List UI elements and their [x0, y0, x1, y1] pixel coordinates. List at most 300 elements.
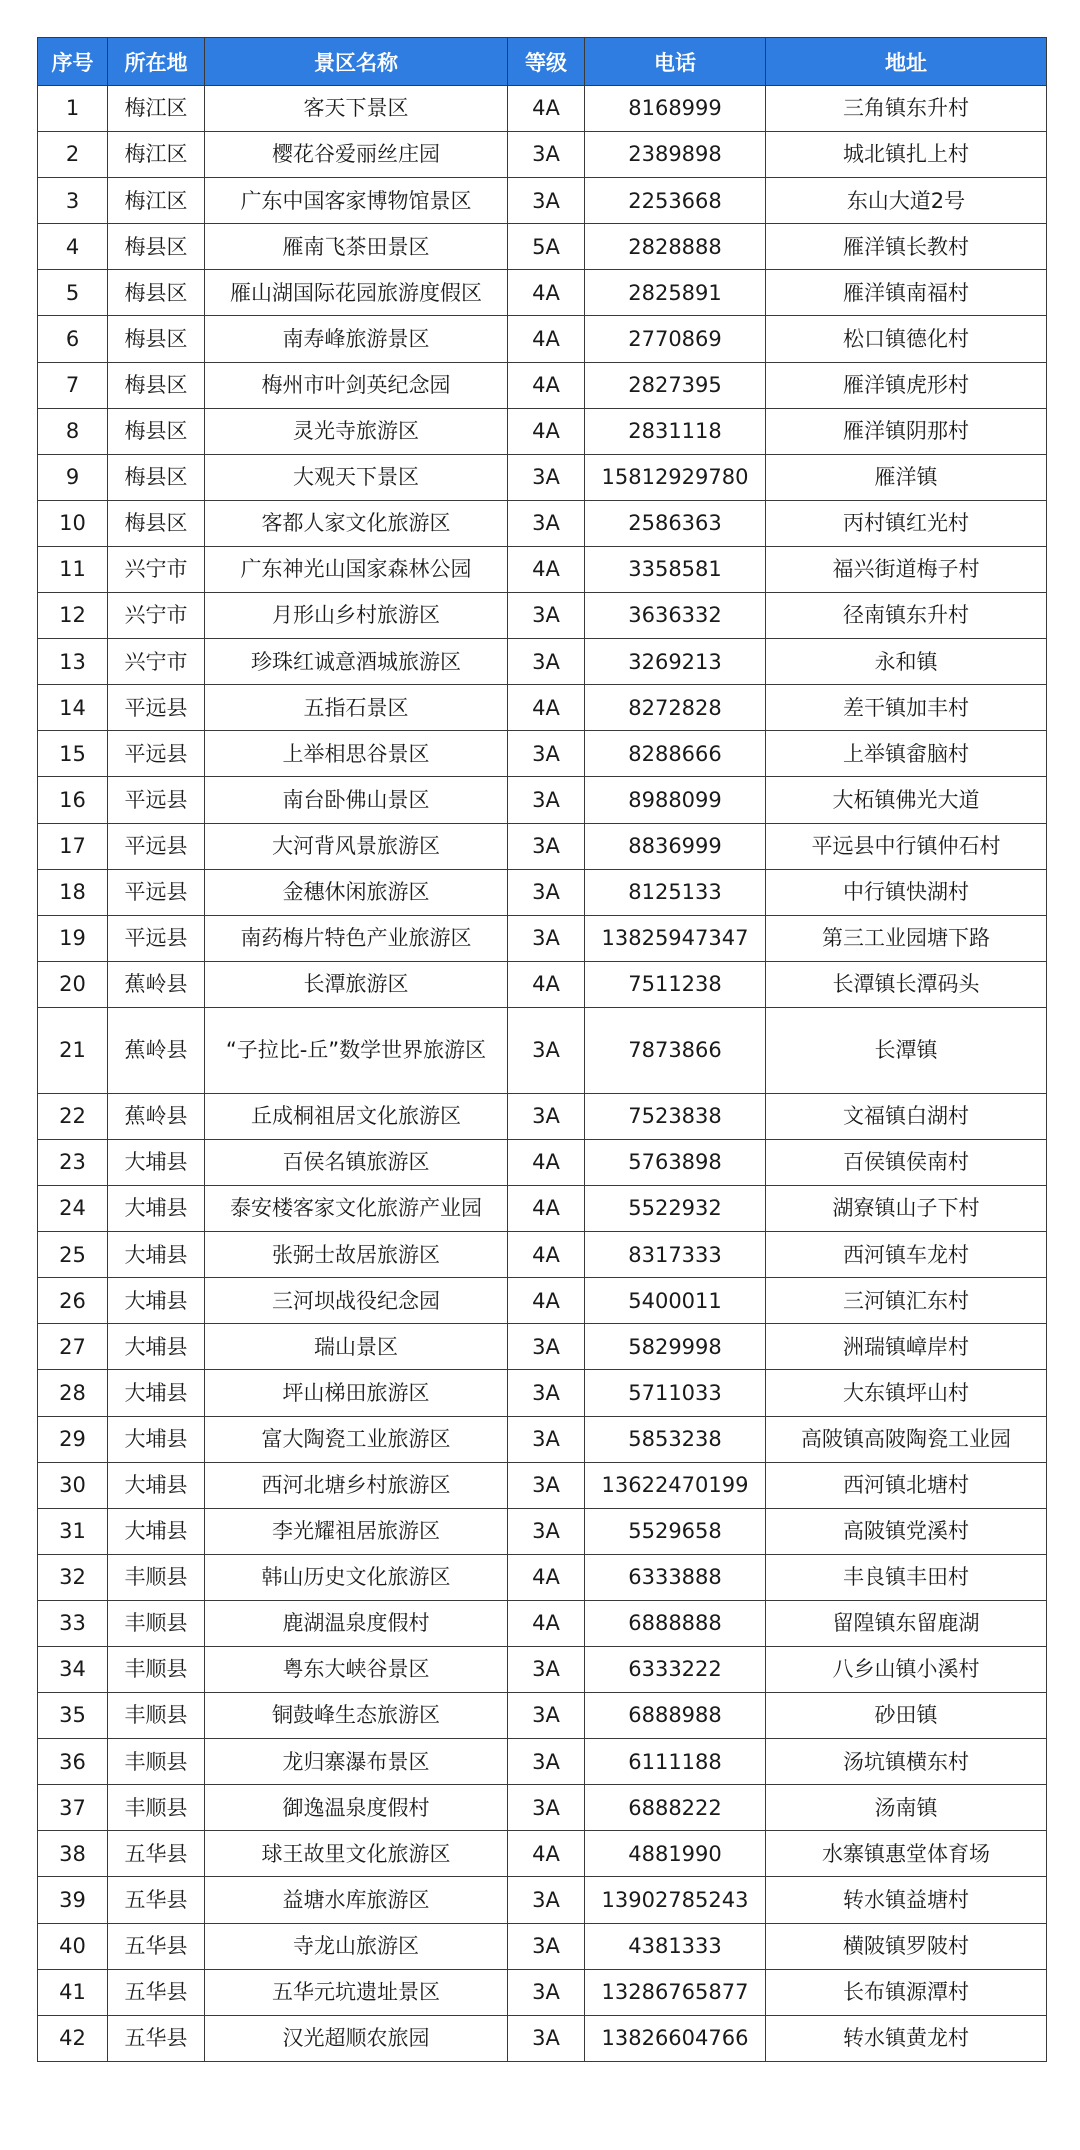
cell-phone: 6888222: [585, 1785, 766, 1831]
cell-location: 蕉岭县: [108, 1093, 205, 1139]
cell-grade: 4A: [508, 961, 585, 1007]
cell-grade: 3A: [508, 1969, 585, 2015]
table-row: [38, 132, 1047, 178]
cell-location: 梅县区: [108, 362, 205, 408]
cell-grade: 4A: [508, 1278, 585, 1324]
cell-location: 平远县: [108, 823, 205, 869]
cell-location: 梅县区: [108, 500, 205, 546]
cell-grade: 3A: [508, 869, 585, 915]
table-row: [38, 224, 1047, 270]
table-row: [38, 270, 1047, 316]
cell-scenic-name: 客都人家文化旅游区: [205, 500, 508, 546]
cell-location: 大埔县: [108, 1186, 205, 1232]
cell-scenic-name: 南寿峰旅游景区: [205, 316, 508, 362]
header-index: 序号: [38, 38, 108, 86]
cell-grade: 3A: [508, 915, 585, 961]
cell-grade: 3A: [508, 500, 585, 546]
table-row: [38, 1600, 1047, 1646]
table-row: [38, 639, 1047, 685]
cell-scenic-name: 广东神光山国家森林公园: [205, 546, 508, 592]
cell-scenic-name: 广东中国客家博物馆景区: [205, 178, 508, 224]
table-row: [38, 1831, 1047, 1877]
cell-phone: 2831118: [585, 408, 766, 454]
cell-index: 12: [38, 593, 108, 639]
cell-scenic-name: 金穗休闲旅游区: [205, 869, 508, 915]
cell-phone: 2253668: [585, 178, 766, 224]
header-address: 地址: [766, 38, 1047, 86]
cell-grade: 3A: [508, 1693, 585, 1739]
cell-grade: 3A: [508, 1508, 585, 1554]
cell-grade: 3A: [508, 1370, 585, 1416]
cell-phone: 8317333: [585, 1232, 766, 1278]
cell-phone: 6111188: [585, 1739, 766, 1785]
cell-address: 城北镇扎上村: [766, 132, 1047, 178]
cell-location: 五华县: [108, 1969, 205, 2015]
cell-location: 大埔县: [108, 1370, 205, 1416]
cell-scenic-name: 五华元坑遗址景区: [205, 1969, 508, 2015]
cell-address: 上举镇畲脑村: [766, 731, 1047, 777]
cell-index: 23: [38, 1139, 108, 1185]
cell-location: 平远县: [108, 777, 205, 823]
cell-grade: 4A: [508, 1186, 585, 1232]
cell-phone: 13622470199: [585, 1462, 766, 1508]
cell-phone: 8125133: [585, 869, 766, 915]
cell-address: 三角镇东升村: [766, 86, 1047, 132]
table-row: [38, 1554, 1047, 1600]
table-row: [38, 593, 1047, 639]
cell-location: 丰顺县: [108, 1647, 205, 1693]
table-row: [38, 1278, 1047, 1324]
table-row: [38, 408, 1047, 454]
table-row: [38, 2015, 1047, 2061]
table-row: [38, 178, 1047, 224]
table-row: [38, 86, 1047, 132]
cell-location: 梅江区: [108, 86, 205, 132]
cell-location: 平远县: [108, 915, 205, 961]
cell-grade: 4A: [508, 1554, 585, 1600]
cell-grade: 3A: [508, 132, 585, 178]
cell-address: 东山大道2号: [766, 178, 1047, 224]
cell-phone: 7523838: [585, 1093, 766, 1139]
cell-scenic-name: 大河背风景旅游区: [205, 823, 508, 869]
cell-scenic-name: 百侯名镇旅游区: [205, 1139, 508, 1185]
cell-location: 梅县区: [108, 316, 205, 362]
cell-location: 兴宁市: [108, 546, 205, 592]
cell-index: 11: [38, 546, 108, 592]
cell-scenic-name: 月形山乡村旅游区: [205, 593, 508, 639]
cell-address: 西河镇北塘村: [766, 1462, 1047, 1508]
cell-index: 37: [38, 1785, 108, 1831]
cell-grade: 5A: [508, 224, 585, 270]
cell-index: 9: [38, 454, 108, 500]
cell-location: 五华县: [108, 1923, 205, 1969]
cell-scenic-name: 南药梅片特色产业旅游区: [205, 915, 508, 961]
cell-scenic-name: 铜鼓峰生态旅游区: [205, 1693, 508, 1739]
cell-grade: 3A: [508, 731, 585, 777]
cell-address: 三河镇汇东村: [766, 1278, 1047, 1324]
cell-address: 水寨镇惠堂体育场: [766, 1831, 1047, 1877]
cell-location: 梅江区: [108, 132, 205, 178]
cell-grade: 3A: [508, 1462, 585, 1508]
cell-scenic-name: 客天下景区: [205, 86, 508, 132]
cell-grade: 3A: [508, 777, 585, 823]
cell-scenic-name: 球王故里文化旅游区: [205, 1831, 508, 1877]
cell-address: 第三工业园塘下路: [766, 915, 1047, 961]
cell-phone: 5400011: [585, 1278, 766, 1324]
cell-phone: 3358581: [585, 546, 766, 592]
cell-scenic-name: 泰安楼客家文化旅游产业园: [205, 1186, 508, 1232]
cell-index: 41: [38, 1969, 108, 2015]
cell-location: 大埔县: [108, 1416, 205, 1462]
cell-index: 39: [38, 1877, 108, 1923]
cell-index: 32: [38, 1554, 108, 1600]
cell-phone: 5711033: [585, 1370, 766, 1416]
cell-grade: 3A: [508, 1416, 585, 1462]
cell-index: 31: [38, 1508, 108, 1554]
cell-location: 丰顺县: [108, 1693, 205, 1739]
cell-address: 转水镇黄龙村: [766, 2015, 1047, 2061]
cell-phone: 5522932: [585, 1186, 766, 1232]
cell-phone: 8988099: [585, 777, 766, 823]
cell-index: 38: [38, 1831, 108, 1877]
cell-grade: 4A: [508, 270, 585, 316]
cell-index: 7: [38, 362, 108, 408]
cell-scenic-name: 梅州市叶剑英纪念园: [205, 362, 508, 408]
cell-phone: 3269213: [585, 639, 766, 685]
cell-scenic-name: 益塘水库旅游区: [205, 1877, 508, 1923]
cell-address: 径南镇东升村: [766, 593, 1047, 639]
cell-location: 梅县区: [108, 408, 205, 454]
cell-phone: 2586363: [585, 500, 766, 546]
cell-scenic-name: 南台卧佛山景区: [205, 777, 508, 823]
cell-address: 汤南镇: [766, 1785, 1047, 1831]
table-row: [38, 500, 1047, 546]
cell-index: 28: [38, 1370, 108, 1416]
cell-address: 雁洋镇: [766, 454, 1047, 500]
table-body: [38, 86, 1047, 2062]
cell-index: 30: [38, 1462, 108, 1508]
cell-scenic-name: 雁山湖国际花园旅游度假区: [205, 270, 508, 316]
cell-scenic-name: 鹿湖温泉度假村: [205, 1600, 508, 1646]
cell-address: 雁洋镇虎形村: [766, 362, 1047, 408]
cell-scenic-name: 雁南飞茶田景区: [205, 224, 508, 270]
cell-location: 大埔县: [108, 1508, 205, 1554]
cell-phone: 8272828: [585, 685, 766, 731]
cell-phone: 13286765877: [585, 1969, 766, 2015]
cell-scenic-name: 西河北塘乡村旅游区: [205, 1462, 508, 1508]
cell-phone: 4381333: [585, 1923, 766, 1969]
cell-phone: 5529658: [585, 1508, 766, 1554]
cell-address: 洲瑞镇嶂岸村: [766, 1324, 1047, 1370]
cell-location: 梅县区: [108, 454, 205, 500]
scenic-spot-table: [37, 37, 1047, 2062]
cell-grade: 4A: [508, 86, 585, 132]
cell-phone: 6333888: [585, 1554, 766, 1600]
header-location: 所在地: [108, 38, 205, 86]
cell-index: 36: [38, 1739, 108, 1785]
cell-address: 砂田镇: [766, 1693, 1047, 1739]
cell-index: 10: [38, 500, 108, 546]
cell-grade: 3A: [508, 1093, 585, 1139]
cell-scenic-name: 汉光超顺农旅园: [205, 2015, 508, 2061]
cell-scenic-name: 寺龙山旅游区: [205, 1923, 508, 1969]
table-row: [38, 915, 1047, 961]
cell-location: 大埔县: [108, 1324, 205, 1370]
cell-phone: 15812929780: [585, 454, 766, 500]
cell-location: 大埔县: [108, 1139, 205, 1185]
cell-location: 大埔县: [108, 1232, 205, 1278]
cell-phone: 2828888: [585, 224, 766, 270]
cell-scenic-name: 三河坝战役纪念园: [205, 1278, 508, 1324]
cell-index: 29: [38, 1416, 108, 1462]
cell-location: 梅县区: [108, 224, 205, 270]
cell-index: 21: [38, 1007, 108, 1093]
table-row: [38, 1739, 1047, 1785]
table-row: [38, 685, 1047, 731]
cell-location: 丰顺县: [108, 1554, 205, 1600]
cell-index: 26: [38, 1278, 108, 1324]
cell-scenic-name: 御逸温泉度假村: [205, 1785, 508, 1831]
cell-index: 24: [38, 1186, 108, 1232]
cell-address: 横陂镇罗陂村: [766, 1923, 1047, 1969]
cell-phone: 8288666: [585, 731, 766, 777]
cell-address: 永和镇: [766, 639, 1047, 685]
cell-phone: 2389898: [585, 132, 766, 178]
cell-scenic-name: 樱花谷爱丽丝庄园: [205, 132, 508, 178]
cell-index: 15: [38, 731, 108, 777]
table-row: [38, 961, 1047, 1007]
cell-scenic-name: 长潭旅游区: [205, 961, 508, 1007]
cell-index: 33: [38, 1600, 108, 1646]
table-row: [38, 546, 1047, 592]
cell-phone: 2825891: [585, 270, 766, 316]
cell-index: 13: [38, 639, 108, 685]
cell-address: 西河镇车龙村: [766, 1232, 1047, 1278]
cell-scenic-name: 珍珠红诚意酒城旅游区: [205, 639, 508, 685]
cell-location: 丰顺县: [108, 1739, 205, 1785]
cell-location: 大埔县: [108, 1278, 205, 1324]
table-row: [38, 1785, 1047, 1831]
cell-grade: 4A: [508, 408, 585, 454]
cell-location: 兴宁市: [108, 639, 205, 685]
table-row: [38, 362, 1047, 408]
table-row: [38, 731, 1047, 777]
cell-scenic-name: 富大陶瓷工业旅游区: [205, 1416, 508, 1462]
cell-phone: 3636332: [585, 593, 766, 639]
cell-location: 蕉岭县: [108, 1007, 205, 1093]
table-row: [38, 869, 1047, 915]
cell-scenic-name: 龙归寨瀑布景区: [205, 1739, 508, 1785]
cell-address: 转水镇益塘村: [766, 1877, 1047, 1923]
cell-location: 平远县: [108, 869, 205, 915]
header-grade: 等级: [508, 38, 585, 86]
cell-address: 大柘镇佛光大道: [766, 777, 1047, 823]
table-row: [38, 1007, 1047, 1093]
cell-index: 22: [38, 1093, 108, 1139]
cell-address: 长潭镇: [766, 1007, 1047, 1093]
cell-index: 4: [38, 224, 108, 270]
cell-scenic-name: 韩山历史文化旅游区: [205, 1554, 508, 1600]
cell-grade: 3A: [508, 1785, 585, 1831]
cell-grade: 3A: [508, 1007, 585, 1093]
cell-address: 留隍镇东留鹿湖: [766, 1600, 1047, 1646]
cell-grade: 4A: [508, 546, 585, 592]
cell-address: 大东镇坪山村: [766, 1370, 1047, 1416]
cell-phone: 7873866: [585, 1007, 766, 1093]
cell-index: 35: [38, 1693, 108, 1739]
table-row: [38, 1647, 1047, 1693]
cell-scenic-name: 粤东大峡谷景区: [205, 1647, 508, 1693]
cell-address: 八乡山镇小溪村: [766, 1647, 1047, 1693]
table-row: [38, 777, 1047, 823]
cell-index: 25: [38, 1232, 108, 1278]
cell-scenic-name: 上举相思谷景区: [205, 731, 508, 777]
cell-phone: 13825947347: [585, 915, 766, 961]
cell-phone: 7511238: [585, 961, 766, 1007]
cell-grade: 3A: [508, 454, 585, 500]
cell-address: 百侯镇侯南村: [766, 1139, 1047, 1185]
cell-phone: 5829998: [585, 1324, 766, 1370]
table-row: [38, 1139, 1047, 1185]
cell-address: 汤坑镇横东村: [766, 1739, 1047, 1785]
cell-scenic-name: 坪山梯田旅游区: [205, 1370, 508, 1416]
table-row: [38, 1093, 1047, 1139]
cell-scenic-name: 灵光寺旅游区: [205, 408, 508, 454]
table-row: [38, 1416, 1047, 1462]
cell-grade: 4A: [508, 316, 585, 362]
table-row: [38, 1923, 1047, 1969]
cell-index: 16: [38, 777, 108, 823]
cell-address: 高陂镇党溪村: [766, 1508, 1047, 1554]
cell-address: 雁洋镇南福村: [766, 270, 1047, 316]
cell-phone: 6333222: [585, 1647, 766, 1693]
table-row: [38, 1370, 1047, 1416]
cell-index: 3: [38, 178, 108, 224]
cell-index: 6: [38, 316, 108, 362]
table-row: [38, 316, 1047, 362]
cell-grade: 3A: [508, 178, 585, 224]
cell-index: 27: [38, 1324, 108, 1370]
cell-address: 丰良镇丰田村: [766, 1554, 1047, 1600]
table-row: [38, 1877, 1047, 1923]
table-row: [38, 454, 1047, 500]
cell-index: 1: [38, 86, 108, 132]
cell-phone: 6888988: [585, 1693, 766, 1739]
cell-index: 14: [38, 685, 108, 731]
cell-address: 湖寮镇山子下村: [766, 1186, 1047, 1232]
cell-grade: 3A: [508, 1647, 585, 1693]
header-phone: 电话: [585, 38, 766, 86]
cell-scenic-name: 丘成桐祖居文化旅游区: [205, 1093, 508, 1139]
cell-address: 平远县中行镇仲石村: [766, 823, 1047, 869]
cell-address: 雁洋镇长教村: [766, 224, 1047, 270]
cell-address: 长潭镇长潭码头: [766, 961, 1047, 1007]
cell-location: 梅江区: [108, 178, 205, 224]
cell-location: 大埔县: [108, 1462, 205, 1508]
cell-index: 2: [38, 132, 108, 178]
cell-scenic-name: 瑞山景区: [205, 1324, 508, 1370]
cell-grade: 3A: [508, 823, 585, 869]
table-row: [38, 1324, 1047, 1370]
table-row: [38, 1508, 1047, 1554]
cell-phone: 2770869: [585, 316, 766, 362]
cell-index: 42: [38, 2015, 108, 2061]
cell-grade: 3A: [508, 1324, 585, 1370]
cell-grade: 3A: [508, 639, 585, 685]
cell-address: 丙村镇红光村: [766, 500, 1047, 546]
table-row: [38, 1969, 1047, 2015]
cell-address: 高陂镇高陂陶瓷工业园: [766, 1416, 1047, 1462]
cell-scenic-name: 五指石景区: [205, 685, 508, 731]
cell-index: 40: [38, 1923, 108, 1969]
cell-location: 兴宁市: [108, 593, 205, 639]
cell-grade: 3A: [508, 1877, 585, 1923]
cell-scenic-name: “子拉比-丘”数学世界旅游区: [205, 1007, 508, 1093]
cell-location: 丰顺县: [108, 1600, 205, 1646]
table-row: [38, 1186, 1047, 1232]
table-row: [38, 823, 1047, 869]
cell-phone: 13826604766: [585, 2015, 766, 2061]
cell-phone: 5853238: [585, 1416, 766, 1462]
cell-location: 平远县: [108, 731, 205, 777]
cell-scenic-name: 张弼士故居旅游区: [205, 1232, 508, 1278]
cell-grade: 4A: [508, 362, 585, 408]
cell-index: 17: [38, 823, 108, 869]
cell-index: 19: [38, 915, 108, 961]
table-row: [38, 1462, 1047, 1508]
table-row: [38, 1232, 1047, 1278]
cell-grade: 4A: [508, 1232, 585, 1278]
cell-index: 8: [38, 408, 108, 454]
cell-grade: 3A: [508, 593, 585, 639]
table-row: [38, 1693, 1047, 1739]
cell-location: 五华县: [108, 1831, 205, 1877]
cell-address: 长布镇源潭村: [766, 1969, 1047, 2015]
cell-phone: 6888888: [585, 1600, 766, 1646]
cell-location: 五华县: [108, 2015, 205, 2061]
cell-scenic-name: 大观天下景区: [205, 454, 508, 500]
cell-grade: 3A: [508, 1739, 585, 1785]
cell-grade: 4A: [508, 1600, 585, 1646]
cell-address: 中行镇快湖村: [766, 869, 1047, 915]
cell-address: 松口镇德化村: [766, 316, 1047, 362]
cell-phone: 2827395: [585, 362, 766, 408]
cell-location: 平远县: [108, 685, 205, 731]
cell-address: 文福镇白湖村: [766, 1093, 1047, 1139]
cell-location: 五华县: [108, 1877, 205, 1923]
cell-location: 丰顺县: [108, 1785, 205, 1831]
header-row: [38, 38, 1047, 86]
cell-index: 20: [38, 961, 108, 1007]
cell-grade: 4A: [508, 685, 585, 731]
cell-grade: 4A: [508, 1831, 585, 1877]
cell-index: 5: [38, 270, 108, 316]
cell-address: 差干镇加丰村: [766, 685, 1047, 731]
cell-index: 34: [38, 1647, 108, 1693]
cell-grade: 4A: [508, 1139, 585, 1185]
cell-scenic-name: 李光耀祖居旅游区: [205, 1508, 508, 1554]
cell-location: 梅县区: [108, 270, 205, 316]
cell-location: 蕉岭县: [108, 961, 205, 1007]
cell-phone: 13902785243: [585, 1877, 766, 1923]
cell-address: 雁洋镇阴那村: [766, 408, 1047, 454]
cell-phone: 4881990: [585, 1831, 766, 1877]
cell-address: 福兴街道梅子村: [766, 546, 1047, 592]
header-scenic-name: 景区名称: [205, 38, 508, 86]
cell-index: 18: [38, 869, 108, 915]
cell-phone: 8168999: [585, 86, 766, 132]
cell-grade: 3A: [508, 2015, 585, 2061]
